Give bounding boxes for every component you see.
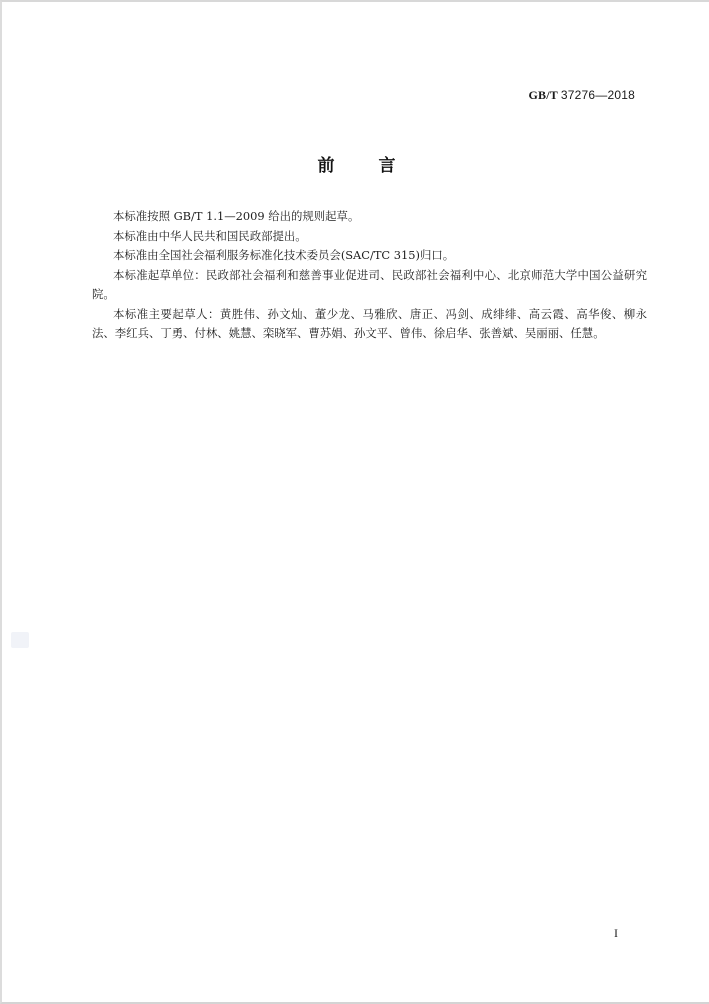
paragraph-administered-by: 本标准由全国社会福利服务标准化技术委员会(SAC/TC 315)归口。 — [113, 248, 455, 262]
paragraph-drafters: 本标准主要起草人：黄胜伟、孙文灿、董少龙、马雅欣、唐正、冯剑、成绯绯、高云霞、高华俊、柳永法、李红兵、丁勇、付林、姚慧、栾晓军、曹苏娟、孙文平、曾伟、徐启华、张善斌、吴丽丽、任慧。 — [92, 306, 647, 340]
standard-number: 37276—2018 — [560, 88, 635, 102]
foreword-body — [92, 207, 647, 344]
standard-prefix: GB/T — [528, 88, 558, 102]
title-char-2: 言 — [378, 156, 396, 176]
paragraph-proposed-by: 本标准由中华人民共和国民政部提出。 — [113, 228, 307, 243]
scan-watermark-icon — [11, 632, 29, 648]
page-number: I — [614, 926, 618, 940]
standard-code — [528, 88, 635, 103]
title-char-1: 前 — [317, 156, 335, 176]
paragraph-drafting-organizations: 本标准起草单位：民政部社会福利和慈善事业促进司、民政部社会福利中心、北京师范大学中国公益研究院。 — [92, 267, 647, 301]
page-title — [2, 151, 709, 176]
paragraph-drafting-rules: 本标准按照 GB/T 1.1—2009 给出的规则起草。 — [113, 209, 360, 223]
